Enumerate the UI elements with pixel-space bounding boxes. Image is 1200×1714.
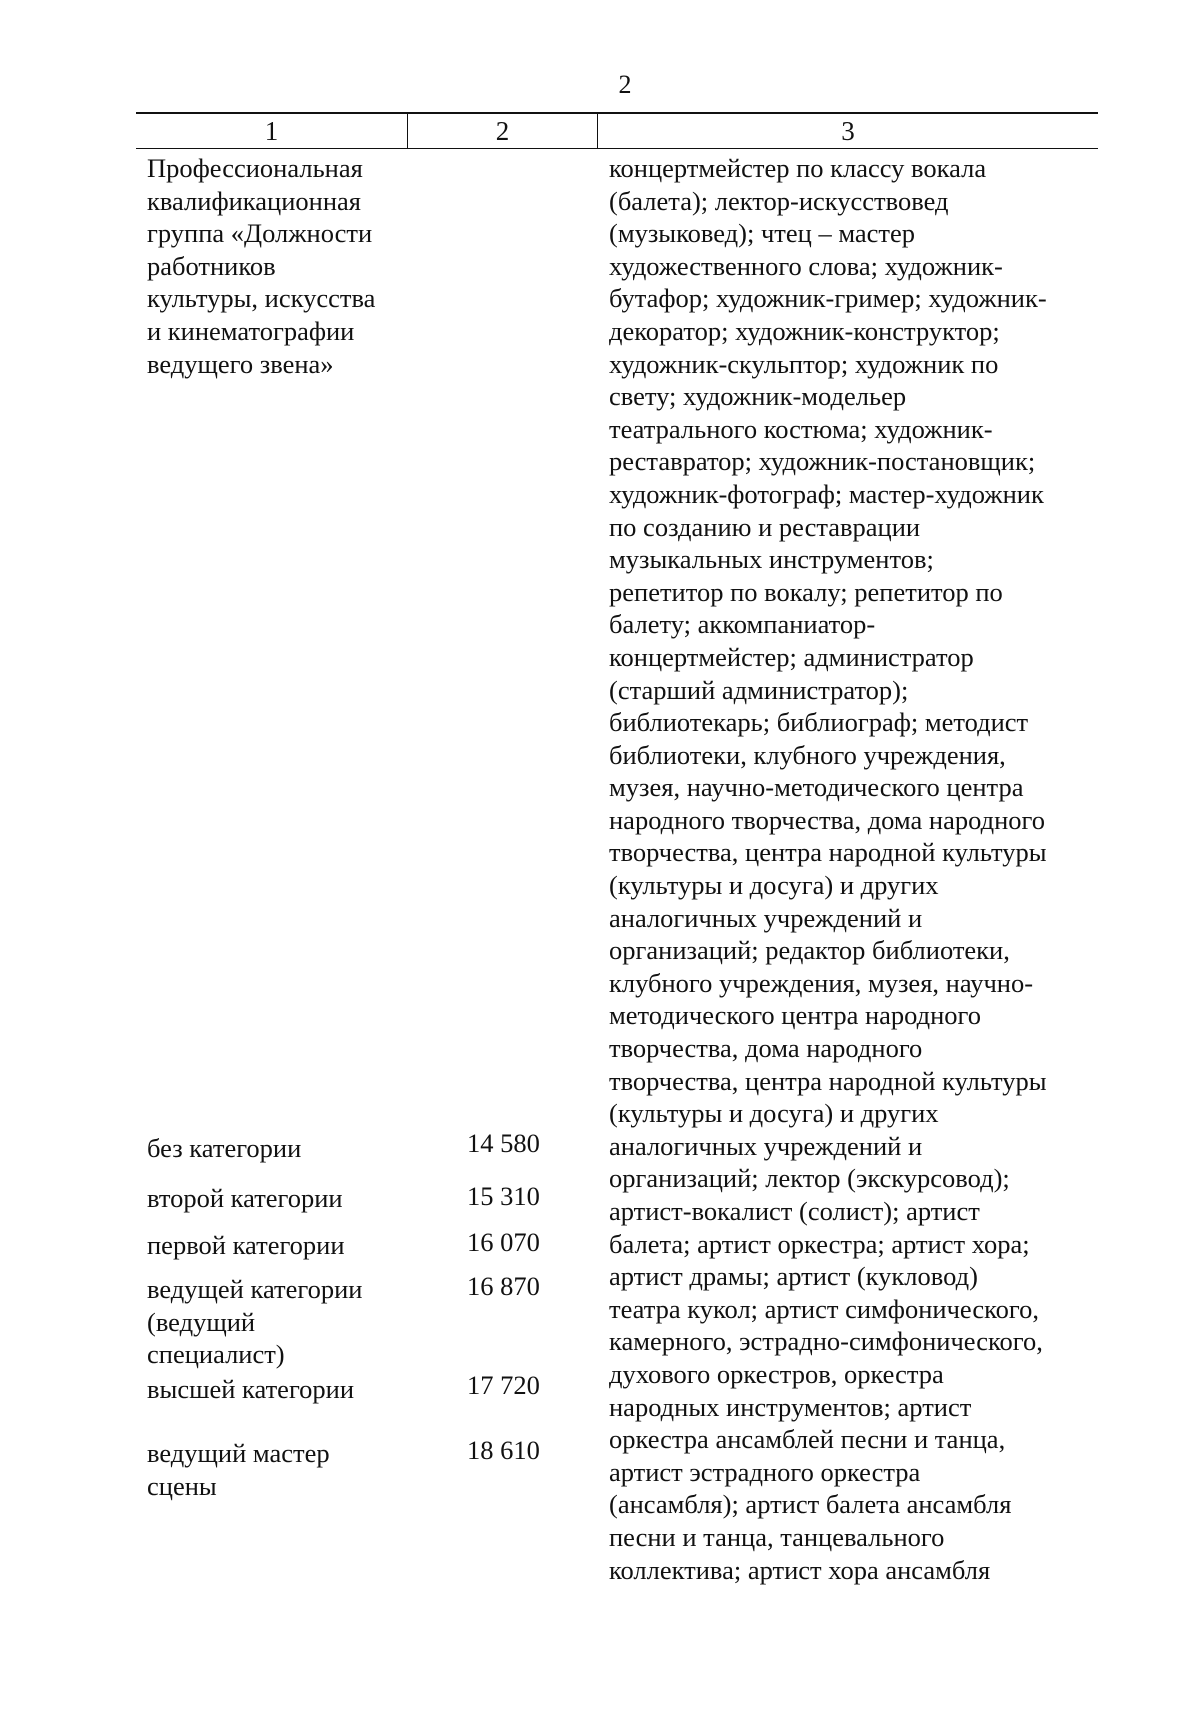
page-number: 2: [618, 70, 632, 99]
category-salary: 16 870: [467, 1271, 540, 1301]
category-name: без категории: [147, 1133, 302, 1163]
column-number-1: 1: [264, 116, 279, 146]
qualification-group-title: Профессиональная квалификационная группа «Должности работников культуры, искусства и кинематографии ведущего звена»: [147, 153, 376, 379]
column-number-3: 3: [841, 116, 855, 146]
column-number-2: 2: [495, 116, 510, 146]
category-name: высшей категории: [147, 1374, 355, 1404]
category-salary: 14 580: [467, 1128, 540, 1158]
category-salary: 17 720: [467, 1370, 540, 1400]
table-top-rule: [136, 112, 1098, 114]
category-salary: 15 310: [467, 1181, 540, 1211]
table-header-rule: [136, 148, 1098, 149]
category-salary: 16 070: [467, 1227, 540, 1257]
positions-list-text: концертмейстер по классу вокала (балета); лектор-искусствовед (музыковед); чтец – мастер художественного слова; художник- бутафор; художник-гример; художник- декоратор; художник-конструктор; художник-скульптор; художник по свету; художник-модельер театрального костюма; художник- реставратор; художник-постановщик; художник-фотограф; мастер-художник по созданию и реставрации музыкальных инструментов; репетитор по вокалу; репетитор по балету; аккомпаниатор- концертмейстер; администратор (старший администратор); библиотекарь; библиограф; методист библиотеки, клубного учреждения, музея, научно-методического центра народного творчества, дома народного творчества, центра народной культуры (культуры и досуга) и других аналогичных учреждений и организаций; редактор библиотеки, клубного учреждения, музея, научно- методического центра народного творчества, дома народного творчества, центра народной культуры (культуры и досуга) и других аналогичных учреждений и организаций; лектор (экскурсовод); артист-вокалист (солист); артист балета; артист оркестра; артист хора; артист драмы; артист (кукловод) театра кукол; артист симфонического, камерного, эстрадно-симфонического, духового оркестров, оркестра народных инструментов; артист оркестра ансамблей песни и танца, артист эстрадного оркестра (ансамбля); артист балета ансамбля песни и танца, танцевального коллектива; артист хора ансамбля: [609, 153, 1047, 1585]
category-name: ведущей категории (ведущий специалист): [147, 1274, 363, 1370]
category-salary: 18 610: [467, 1435, 540, 1465]
category-name: первой категории: [147, 1230, 345, 1260]
category-name: второй категории: [147, 1183, 343, 1213]
category-name: ведущий мастер сцены: [147, 1438, 330, 1501]
